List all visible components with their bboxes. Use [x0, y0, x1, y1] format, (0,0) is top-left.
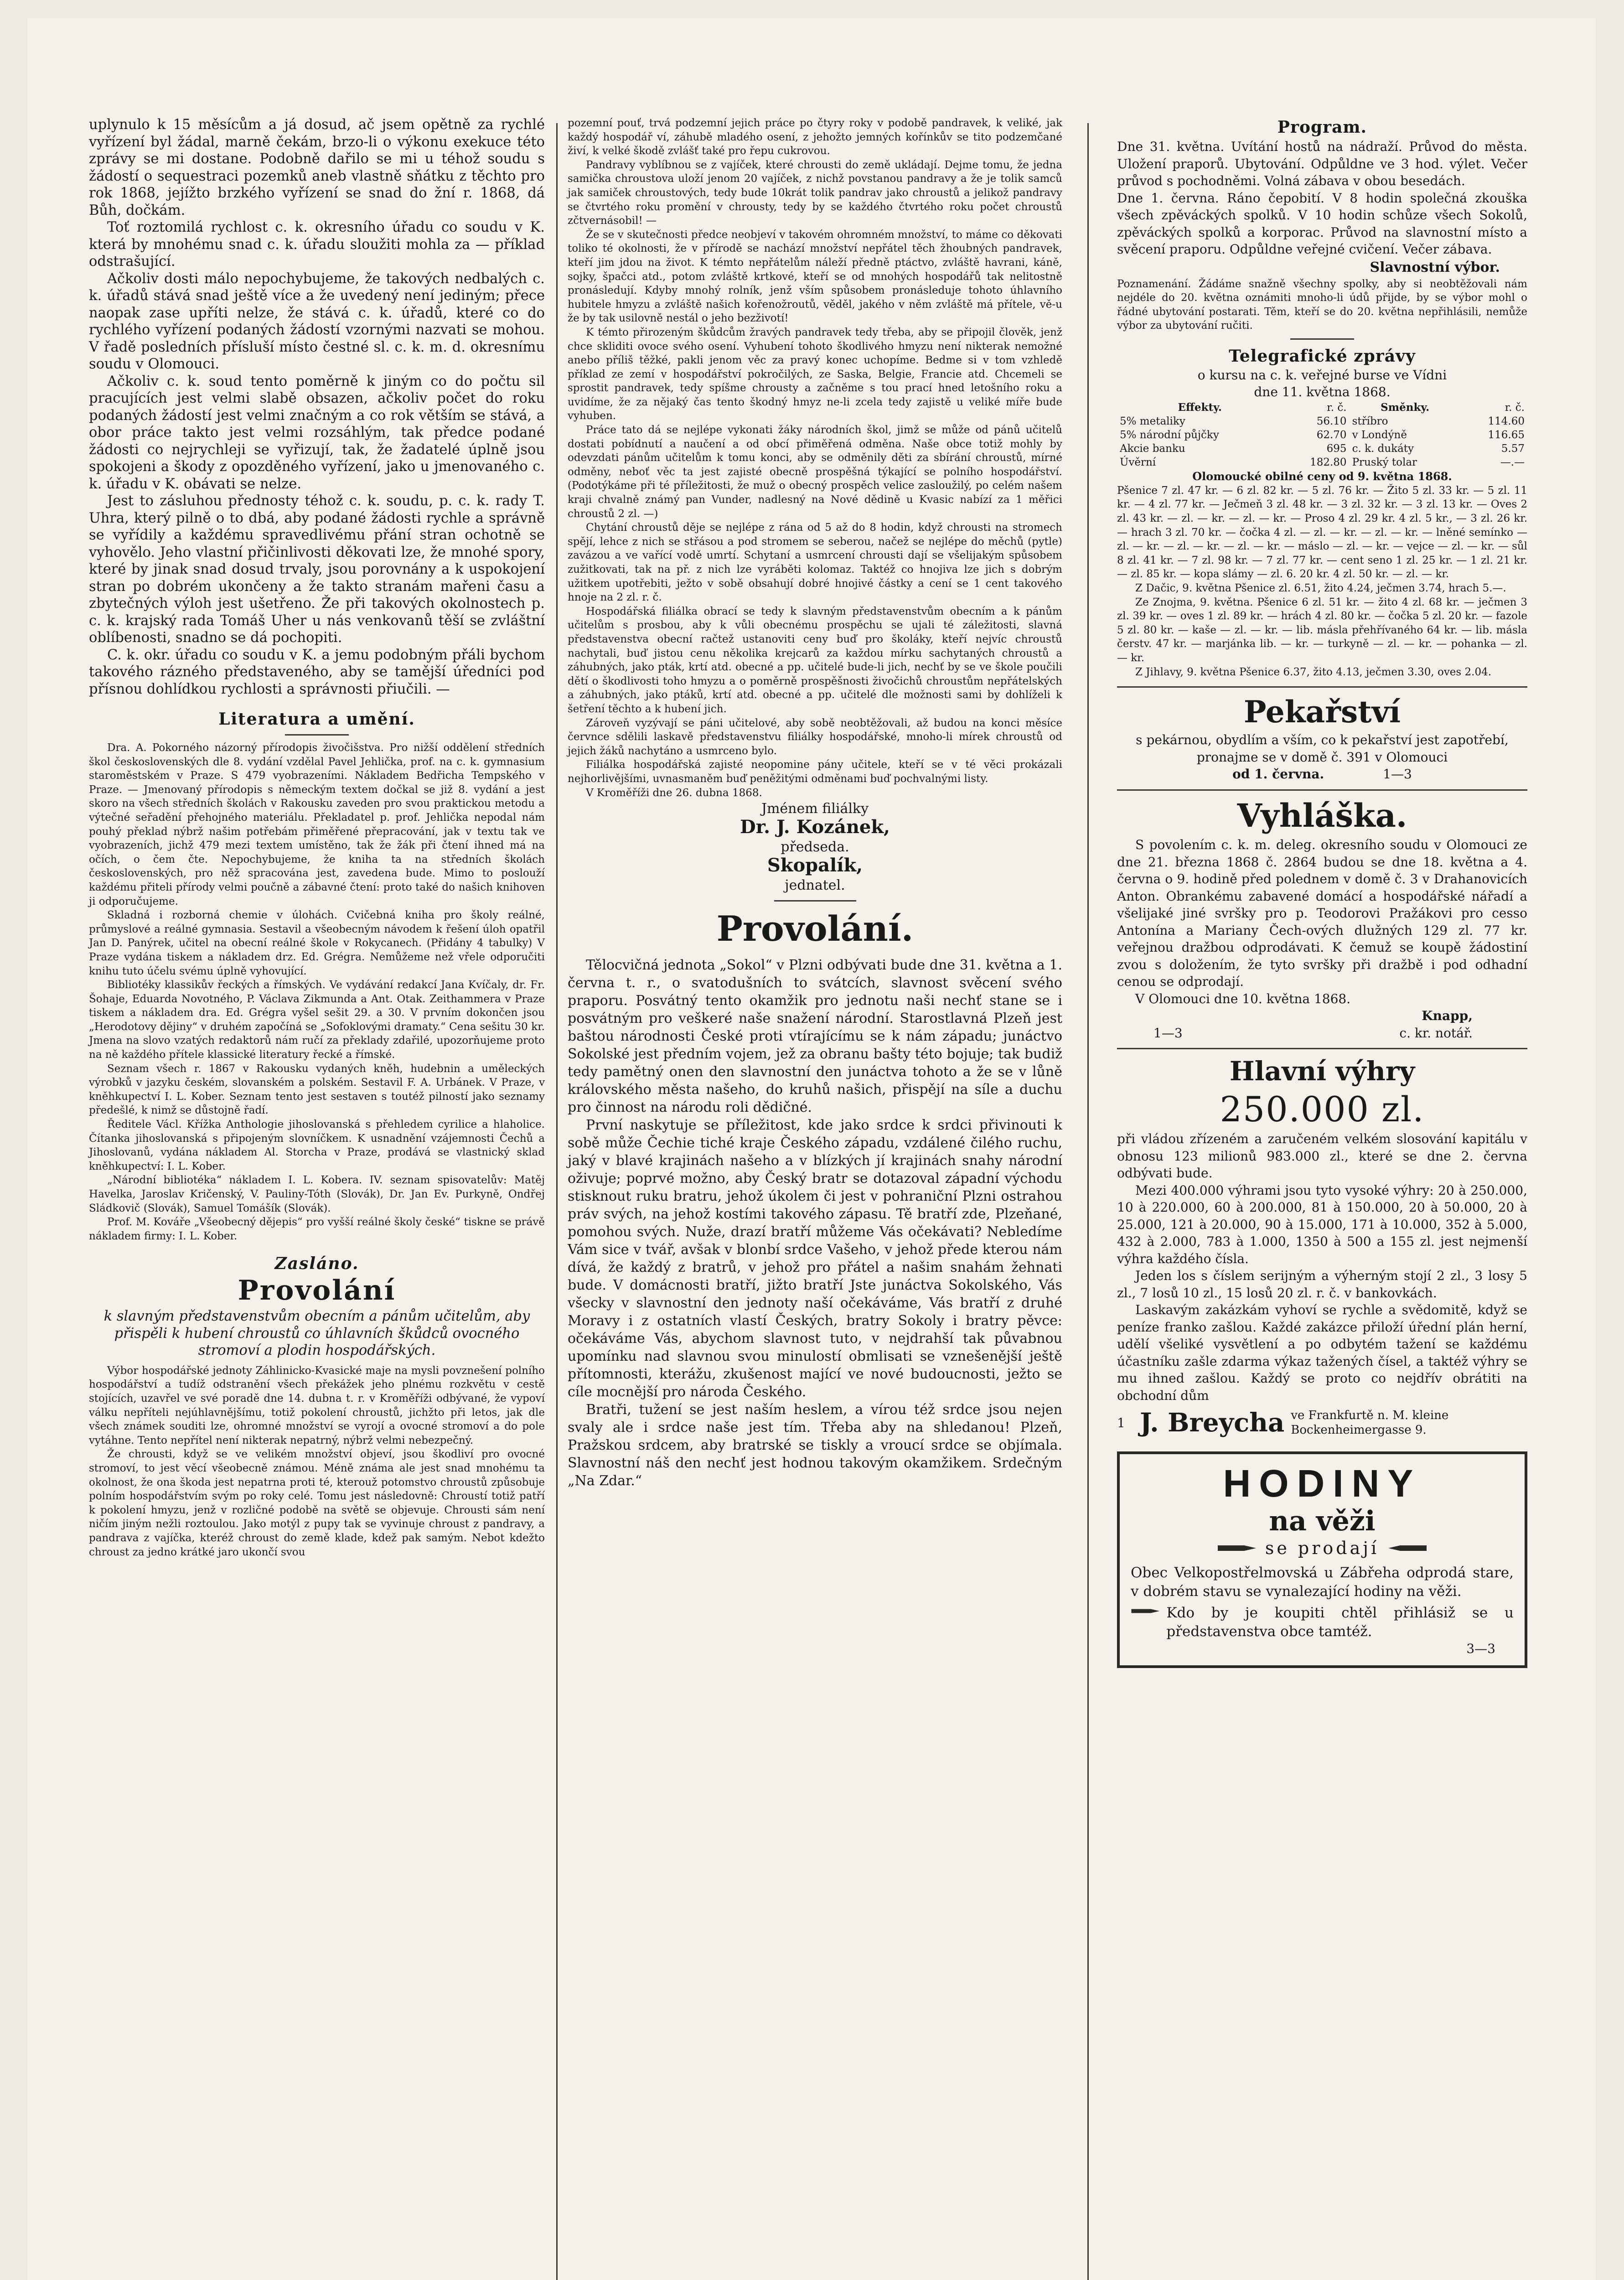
article-paragraph: Chytání chroustů děje se nejlépe z rána od 5 až do 8 hodin, když chrousti na stromech spějí, lehce z nich se střásou a pod stromem se seberou, načež se nejlépe do měchů (pytle) zavázou a ve vařící vodě umrtí. Schytaní a usmrcení chrousti dají se všelijakým spůsobem zužitkovati, tak na př. z nich lze vyráběti kolomaz. Taktéž co hnojiva lze jich s dobrým užitkem upotřebiti, ježto v sobě obsahují dobré hnojivé částky a cení se 1 cent takového hnoje na 2 zl. r. č. [568, 522, 1062, 604]
program-item: Dne 1. června. Ráno čepobití. V 8 hodin společná zkouška všech zpěváckých spolků. V 10 hodin schůze všech Sokolů, zpěváckých spolků a korporac. Průvod na slavnostní místo a svěcení praporu. Odpůldne veřejné cvičení. Večer zábava. [1117, 190, 1527, 257]
program-item: Dne 31. května. Uvítání hostů na nádraží. Průvod do města. Uložení praporů. Ubytování. Odpůldne ve 3 hod. výlet. Večer průvod s pochodněmi. Volná zábava v obou besedách. [1117, 139, 1527, 188]
article-paragraph: Pandravy vyblíbnou se z vajíček, které chrousti do země ukládají. Dejme tomu, že jedna samička chroustova uloží jenom 20 vajíček, z nichž povstanou pandravy a že je tolik samců jak samiček chroustových, tedy bude 10krát tolik pandrav jako chroustů a jelikož pandravy se čtvrtého roku promění v chrousty, tedy by se každého čtvrtého roku počet chroustů zčtvernásobil! — [568, 159, 1062, 227]
notice-title: Vyhláška. [1237, 797, 1407, 835]
divider [774, 900, 856, 902]
article-paragraph: Zároveň vyzývají se páni učitelové, aby sobě neobtěžovali, až budou na konci měsíce červnce sdělili laskavě představenstvu filiálky hospodářské, mnoho-li mírek chroustů od jejich žáků nachytáno a usmrceno bylo. [568, 717, 1062, 757]
grain-prices-text: Ze Znojma, 9. května. Pšenice 6 zl. 51 kr. — žito 4 zl. 68 kr. — ječmen 3 zl. 39 kr. — oves 1 zl. 89 kr. — hrách 4 zl. 80 kr. — čočka 5 zl. 20 kr. — fazole 5 zl. 80 kr. — kaše — zl. — kr. — lib. másla přehřívaného 64 kr. — lib. másla čerstv. 47 kr. — marjánka lib. — kr. — turkyně — zl. — kr. — pohanka — zl. — kr. [1117, 596, 1527, 664]
exchange-rates-table [1117, 401, 1527, 469]
review-paragraph: Skladná i rozborná chemie v úlohách. Cvičebná kniha pro školy reálné, průmyslové a reálné gymnasia. Sestavil a všeobecným návodem k řešení úloh opatřil Jan D. Panýrek, učitel na obecní reálné škole v Rokycanech. (Přidány 4 tabulky) V Praze vydána tiskem a nákladem drz. Ed. Grégra. Nemůžeme než vřele odporučiti knihu tuto účelu svému úplně vyhovující. [89, 909, 545, 977]
grain-prices-text: Z Dačic, 9. května Pšenice zl. 6.51, žito 4.24, ječmen 3.74, hrach 5.—. [1135, 582, 1506, 595]
review-paragraph: Prof. M. Kováře „Všeobecný dějepis“ pro vyšší reálné školy české“ tiskne se právě nákladem firmy: I. L. Kober. [89, 1216, 545, 1242]
note-paragraph: Poznamenání. Žádáme snažně všechny spolky, aby si neobtěžovali nám nejdéle do 20. května oznámiti mnoho-li údů přijde, by se výbor mohl o řádné ubytování postarati. Těm, kteří se do 20. května nepřihlásili, nemůže výbor za ubytování ručiti. [1117, 278, 1527, 332]
table-cell: Úvěrní [1120, 456, 1156, 468]
table-row [1117, 415, 1527, 428]
zaslano-heading: Zasláno. [274, 1254, 359, 1274]
lottery-text: Mezi 400.000 výhrami jsou tyto vysoké výhry: 20 à 250.000, 10 à 220.000, 60 à 200.000, 81 à 150.000, 20 à 50.000, 20 à 25.000, 121 à 20.000, 90 à 15.000, 171 à 10.000, 352 à 5.000, 432 à 2.000, 783 à 1.000, 1350 à 500 a 155 zl. jest nejmenší výhra každého čísla. [1117, 1182, 1527, 1266]
clock-ad-text: Obec Velkopostřelmovská u Zábřeha odprodá stare, v dobrém stavu se vynalezající hodiny na věži. [1131, 1565, 1514, 1600]
table-cell: v Londýně [1352, 429, 1407, 441]
article-paragraph: Práce tato dá se nejlépe vykonati žáky národních škol, jimž se může od pánů učitelů dostati pobídnutí a naučení a od obcí přiměřená odměna. Naše obce totiž mohly by odevzdati pánům učitelům k tomu konci, aby se odměnily děti za sbírání chroustů, mírné odměny, neboť věc ta jest zajisté obecně prospěšná týkající se polního hospodářství. (Podotýkáme při té příležitosti, že muž o obecný prospěch velice zasloužilý, po celém našem kraji chvalně známý pan Vunder, nadlesný na Nové dědině u Kvasic nabízí za 1 měřici chroustů 2 zl. —) [568, 424, 1062, 520]
provolani-subtitle: k slavným představenstvům obecním a pánům učitelům, aby přispěli k hubení chroustů co úhlavních škůdců ovocného stromoví a plodin hospodářských. [103, 1308, 530, 1359]
firm-address-line: ve Frankfurtě n. M. kleine [1291, 1409, 1449, 1423]
table-cell: 695 [1326, 442, 1347, 455]
signature-name: Dr. J. Kozánek, [740, 816, 890, 838]
column-rule [556, 123, 558, 2280]
clock-ad-text: Kdo by je koupiti chtěl přihlásiž se u představenstva obce tamtéž. [1166, 1605, 1514, 1640]
article-paragraph: Bratři, tužení se jest naším heslem, a vírou též srdce jsou nejen svaly ale i srdce naše jest tím. Třeba aby na shledanou! Plzeň, Pražskou srdcem, aby bratrské se tiskly a vroucí srdce se objímala. Slavnostní náš den nechť jest hodnou takovým okamžikem. Srdečným „Na Zdar.“ [568, 1402, 1062, 1489]
table-cell: 56.10 [1316, 415, 1347, 427]
telegraph-date: dne 11. května 1868. [1254, 384, 1391, 399]
lottery-firm [1117, 1408, 1527, 1438]
clock-sale-ad [1117, 1451, 1527, 1668]
article-paragraph: Že chrousti, když se ve velikém množství objeví, jsou škodliví pro ovocné stromoví, to jest věcí všeobecně známou. Méně známa ale jest snad mnohému ta okolnost, že ona škoda jest nepatrna proti té, kterouž potomstvo chroustů způsobuje polním hospodářstvím svým po roky celé. Tomu jest následovně: Chroustí totiž patří k pokolení hmyzu, jenž v rozličné podobě na světě se objevuje. Chrousti sám není ničím jiným nežli roztoulou. Jako motýl z pupy tak se vyvinuje chroust z pandravy, a pandrava z vajíčka, kteréž chroust do země klade, kdež pak samým. Nebot kdežto chroust za jedno krátké jaro ukončí svou [89, 1448, 545, 1558]
table-cell: Pruský tolar [1352, 456, 1417, 468]
sokol-provolani-title: Provolání. [716, 908, 914, 949]
column-middle [568, 116, 1062, 1490]
table-cell: Akcie banku [1120, 442, 1185, 455]
article-paragraph: První naskytuje se příležitost, kde jako srdce k srdci přivinouti k sobě může Čechie tiché kraje Českého západu, vzdálené čilého ruchu, jaký v blavé krajinách našeho a v blízkých jí krajinách snahy národní oživuje; poprvé možno, aby Český bratr se dotazoval západní východu stisknout ruku bratru, jehož úkolem či jest v pohraniční Plzni ostrahou práv svých, na jehož kostími takového zápasu. Tě bratří zde, Plzeňané, pomohou svých. Nuže, drazí bratří můžeme Vás očekávati? Nebledíme Vám sice v tvář, avšak v blonbí srdce Vašeho, v jehož přede kterou nám dívá, že každý z bratrů, v jehož pro přátel a našim snahám žehnati bude. V domácnosti bratří, jižto bratří Jste junáctva Sokolského, Vás všecky v slavnostní den jednoty naší očekáváme, Vás bratří z druhé Moravy i z ostatních vlastí Českých, bratry Sokoly i bratry pěvce: očekáváme Vás, abychom slavnost tuto, v nejdrahší tak půvabnou upomínku nad slavnou svou minulostí obmlisati se vznešenější ještě přítomnosti, kterážu, zkušenost mající ve nové budoucnosti, ježto se cíle mocnější pro národa Českého. [568, 1117, 1062, 1400]
ad-insertion-number: 3—3 [1466, 1641, 1495, 1657]
grain-prices-heading: Olomoucké obilné ceny od 9. května 1868. [1192, 469, 1452, 483]
review-paragraph: Seznam všech r. 1867 v Rakousku vydaných kněh, hudebnin a uměleckých výrobků v jazyku českém, slovanském a polském. Sestavil F. A. Urbánek. V Praze, v kněhkupectví I. L. Kober. Seznam tento jest sestaven s toutéž pilností jako seznamy předešlé, k nimž se důstojně řadí. [89, 1062, 545, 1117]
ad-insertion-number: 1—3 [1383, 767, 1412, 782]
lottery-text: při vládou zřízeném a zaručeném velkém slosování kapitálu v obnosu 123 milionů 983.000 zl., které se dne 2. června odbývati bude. [1117, 1131, 1527, 1181]
table-cell: 62.70 [1316, 429, 1347, 441]
clock-ad-subtitle: na věži [1269, 1505, 1376, 1538]
column-left [89, 116, 545, 1559]
pointing-hand-icon [1217, 1541, 1258, 1555]
table-cell: 114.60 [1488, 415, 1525, 427]
table-header-row [1117, 401, 1527, 415]
grain-prices-text: Pšenice 7 zl. 47 kr. — 6 zl. 82 kr. — 5 zl. 76 kr. — Žito 5 zl. 33 kr. — 5 zl. 11 kr. — 4 zl. 77 kr. — Ječmeň 3 zl. 48 kr. — 3 zl. 32 kr. — 3 zl. 13 kr. — Oves 2 zl. 43 kr. — zl. — kr. — zl. — kr. — Proso 4 zl. 29 kr. 4 zl. 5 kr., — 3 zl. 26 kr. — hrach 3 zl. 70 kr. — čočka 4 zl. — zl. — kr. — zl. — kr. — lněné semínko — zl. — kr. — zl. — kr. — zl. — kr. — máslo — zl. — kr. — vejce — zl. — kr. — sůl 8 zl. 41 kr. — 7 zl. 98 kr. — 7 zl. 77 kr. — cent seno 1 zl. 25 kr. — 1 zl. 21 kr. — zl. 85 kr. — kopa slámy — zl. 6. 20 kr. 4 zl. 50 kr. — zl. — kr. [1117, 484, 1527, 580]
signature-block [568, 800, 1062, 895]
table-cell: 5.57 [1501, 442, 1525, 455]
pointing-hand-icon [1131, 1604, 1161, 1618]
article-paragraph: C. k. okr. úřadu co soudu v K. a jemu podobným přáli bychom takového rázného představeného, aby se tamější úředníci pod přísnou dohlídkou rychlosti a správnosti přiučili. — [89, 647, 545, 697]
clock-ad-contact [1131, 1604, 1514, 1641]
pointing-hand-icon [1386, 1541, 1427, 1555]
table-row [1117, 428, 1527, 442]
bakery-ad-title: Pekařství [1243, 694, 1401, 730]
article-paragraph: Jest to zásluhou přednosty téhož c. k. soudu, p. c. k. rady T. Uhra, který pilně o to dbá, aby podané žádosti rychle a správně se vyřídily a každému spravedlivému přání stran ochotně se vyhovělo. Jeho vlastní přičinlivosti děkovati lze, že mnohé spory, které by jinak snad dosud trvaly, jsou porovnány a k uspokojení stran po dobrém ukončeny a že takto stranám mařeni času a zbytečných výloh jest ušetřeno. Že při takových okolnostech p. c. k. krajský rada Tomáš Uher u nás venkovanů těší se zvláštní oblíbenosti, snadno se dá pochopiti. [89, 493, 545, 646]
provolani-title: Provolání [238, 1275, 396, 1307]
committee-signature: Slavnostní výbor. [1370, 259, 1500, 275]
bakery-ad-footer [1117, 766, 1527, 783]
table-cell: 116.65 [1488, 429, 1525, 441]
column-header: r. č. [1505, 401, 1525, 414]
bakery-ad-text: s pekárnou, obydlím a vším, co k pekařství jest zapotřebí, pronajme se v domě č. 391 v Olomouci [1136, 732, 1509, 765]
clock-ad-title: HODINY [1223, 1462, 1422, 1505]
table-cell: c. k. dukáty [1352, 442, 1414, 455]
table-cell: 5% národní půjčky [1120, 429, 1219, 441]
signature-lead: Jménem filiálky [761, 801, 869, 817]
telegraph-heading: Telegrafické zprávy [1229, 346, 1416, 366]
review-paragraph: Ředitele Václ. Křížka Anthologie jihoslovanská s přehledem cyrilice a hlaholice. Čítanka jihoslovanská s připojeným slovníčkem. K usnadnění vzájemnosti Čechů a Jihoslovanů, vydána nákladem Al. Storcha v Praze, prodává se vlastnický sklad kněhkupectví: I. L. Kober. [89, 1119, 545, 1172]
lottery-text: Jeden los s číslem serijným a výherným stojí 2 zl., 3 losy 5 zl., 7 losů 10 zl., 15 losů 20 zl. r. č. v bankovkách. [1117, 1268, 1527, 1301]
notice-role: c. kr. notář. [1399, 1025, 1473, 1041]
article-paragraph: Že se v skutečnosti předce neobjeví v takovém ohromném množství, to máme co děkovati toliko té okolnosti, že v přírodě se nachází množství nepřátel těch žhoubných pandravek, kteří jim jdou na život. K témto nepřátelům náleží předně ptáctvo, zvláště havrani, káně, sojky, špačci atd., potom zvláště krtkové, kteří se od mnohých hospodářů tak nelitostně pronásledují. Kdyby mnohý rolník, jenž vším spůsobem pronásleduje tohoto úhlavního hubitele hmyzu a zvláště našich kořenožroutů, věděl, jakého v něm zvláště má přítele, vě-u že by tak usilovně nestál o jeho bezživotí! [568, 228, 1062, 325]
ad-insertion-number: 1—3 [1153, 1025, 1183, 1041]
bakery-ad-date: od 1. června. [1232, 767, 1324, 782]
lottery-amount: 250.000 zl. [1220, 1089, 1425, 1130]
column-header: r. č. [1327, 401, 1347, 414]
table-row [1117, 456, 1527, 469]
clock-ad-subtitle-text: se prodají [1265, 1538, 1380, 1559]
divider [1117, 1048, 1527, 1049]
table-cell: 182.80 [1310, 456, 1347, 468]
article-paragraph: Výbor hospodářské jednoty Záhlinicko-Kvasické maje na mysli povznešení polního hospodářství a tudíž odstranění všech překážek jeho plnému rozkvětu v cestě stojících, uzavřel ve své poradě dne 14. dubna t. r. v Kroměříži odbývané, že vypoví válku nepříteli nejúhlavnějšímu, totiž pokolení chroustů, jichžto při letos, jak dle všech známek souditi lze, ohromné množství se vyrojí a ovocné stromoví a do pole vytáhne. Tento nepřítel není nikterak nepatrný, nýbrž velmi nebezpečný. [89, 1364, 545, 1446]
divider [1117, 686, 1527, 688]
article-paragraph: Ačkoliv c. k. soud tento poměrně k jiným co do počtu sil pracujících jest velmi slabě obsazen, ačkoliv počet do roku podaných žádostí jest velmi značným a co rok větším se stává, a obor práce takto jest velmi rozsáhlým, tak předce podané žádosti co nejrychleji se vyřizují, tak, že žadatelé úplně jsou spokojeni a škody z opozděného vyřízení, jako u jmenovaného c. k. úřadu v K. obávati se nelze. [89, 373, 545, 492]
literature-heading: Literatura a umění. [218, 710, 415, 729]
telegraph-subheading: o kursu na c. k. veřejné burse ve Vídni [1197, 367, 1447, 383]
program-heading: Program. [1277, 118, 1367, 137]
column-header: Směnky. [1381, 401, 1430, 414]
signature-role: jednatel. [785, 877, 845, 894]
notice-footer [1117, 1025, 1527, 1042]
firm-address-line: Bockenheimergasse 9. [1291, 1423, 1427, 1437]
table-cell: 5% metaliky [1120, 415, 1185, 427]
divider [285, 734, 349, 736]
article-paragraph: uplynulo k 15 měsícům a já dosud, ač jsem opětně za rychlé vyřízení byl žádal, marně čekám, brzo-li o výkonu exekuce této zprávy se mi dostane. Podobně dařilo se mi u téhož soudu s žádostí o sequestraci pozemků aneb vlastně sňátku z těchto pro rok 1868, jejížto brzkého vyřízení se snad do žní r. 1868, dá Bůh, dočkám. [89, 117, 545, 218]
lottery-title: Hlavní výhry [1229, 1056, 1415, 1087]
newspaper-page [27, 18, 1596, 2280]
notice-signature: Knapp, [1422, 1008, 1473, 1024]
firm-address [1291, 1408, 1448, 1437]
review-paragraph: Bibliotéky klassikův řeckých a římských. Ve vydávání redakcí Jana Kvíčaly, dr. Fr. Šohaje, Eduarda Novotného, P. Václava Zikmunda a Ant. Otak. Zeithammera v Praze tiskem a nákladem dra. Ed. Grégra vyšel sešit 29. a 30. V prvním dokončen jsou „Herodotovy dějiny“ v druhém započíná se „Sofoklovými dramaty.“ Cena sešitu 30 kr. Jmena na slovo vzatých redaktorů nám ručí za překlady zdařilé, upozorňujeme proto na ně každého přítele klassické literatury řecké a římské. [89, 979, 545, 1061]
ad-insertion-number: 1 [1117, 1415, 1125, 1430]
table-cell: stříbro [1352, 415, 1388, 427]
column-rule [1087, 123, 1089, 2280]
table-cell: —.— [1500, 456, 1525, 468]
notice-date: V Olomouci dne 10. května 1868. [1135, 991, 1351, 1006]
column-header: Effekty. [1178, 401, 1222, 414]
notice-text: S povolením c. k. m. deleg. okresního soudu v Olomouci ze dne 21. března 1868 č. 2864 budou se dne 18. května a 4. června o 9. hodině před polednem v domě č. 3 v Drahanovicích Anton. Obrankému zabavené domácí a hospodářské nářadí a všelijaké jiné svršky pro p. Teodorovi Pražákovi pro cesso Antonína a Mariany Čech-ových dlužných 129 zl. 77 kr. veřejnou dražbou odprodávati. K čemuž se koupě žádostiní zvou s doložením, že tyto svršky při dražbě i pod odhadní cenou se odprodají. [1117, 837, 1527, 990]
article-paragraph: Hospodářská filiálka obrací se tedy k slavným představenstvům obecním a k pánům učitelům s prosbou, aby k vůli obecnému prospěchu se ujali té záležitosti, slavná představenstva obecní račtež ustanoviti ceny buď pro školáky, kteří nejvíc chroustů nachytali, buď jistou cenu několika krejcarů za každou mírku sachytaných chroustů a záhubných, jako pták, krtí atd. obecné a pp. učitelé bude-li jich, nechť by se ve škole poučili dětí o škodlivosti toho hmyzu a o poměrně prospěšnosti živočichů chroustům nepřátelských a záhubných, jako ptáků, krtí atd. obecné a pp. učitelé dle možnosti sami by dohlíželi k šetření těchto a k hubení jich. [568, 605, 1062, 715]
article-paragraph: Tělocvičná jednota „Sokol“ v Plzni odbývati bude dne 31. května a 1. června t. r., o svatodušních to svátcích, slavnost svěcení svého praporu. Posvátný tento okamžik pro jednotu naši nechť stane se i posvátným pro veškeré naše snažení národní. Starostlavná Plzeň jest baštou národnosti České proti vtírajícímu se k nám západu; junáctvo Sokolské jest předním vojem, jež za obranu bašty této bojuje; tak budiž tedy pamětný onen den slavnostní den junáctva tohoto a že se v lůně královského města našeho, do kruhů našich, přispějí na síle a duchu pro činnost na národu roli dědičné. [568, 957, 1062, 1116]
article-paragraph: Filiálka hospodářská zajisté neopomine pány učitele, kteří se v té věci prokázali nejhorlivějšími, uvnasmaněm buď peněžitými odměnami buď pochvalnými listy. [568, 759, 1062, 785]
signature-name: Skopalík, [767, 855, 863, 876]
dateline: V Kroměříži dne 26. dubna 1868. [586, 787, 762, 799]
article-paragraph: Toť roztomilá rychlost c. k. okresního úřadu co soudu v K. která by mnohému snad c. k. úřadu sloužiti mohla za — příklad odstrašující. [89, 219, 545, 269]
review-paragraph: Dra. A. Pokorného názorný přírodopis živočišstva. Pro nižší oddělení středních škol československých dle 8. vydání vzdělal Pavel Jehlička, prof. na c. k. gymnasium staroměstském v Praze. S 479 vyobrazeními. Nákladem Bedřicha Tempského v Praze. — Jmenovaný přírodopis s německým textem dočkal se již 8. vydání a jest skoro na všech středních školách v Rakousku zaveden pro svou praktickou metodu a výtečné seřadění přehojného materiálu. Překladatel p. prof. Jehlička nepodal nám pouhý překlad nýbrž našim potřebám přiměřené přepracování, jak v textu tak ve vyobrazeních, jichž 479 mezi textem umístěno, tak že žák při čtení ihned má na očích, o čem čte. Nepochybujeme, že kniha ta na středních školách československých, pro něž spracována jest, zavedena bude. Mimo to poslouží každému přiteli přírody velmi poučně a zábavné čtení: proto také do našich knihoven ji odporučujeme. [89, 742, 545, 907]
review-paragraph: „Národní bibliotéka“ nákladem I. L. Kobera. IV. seznam spisovatelův: Matěj Havelka, Jaroslav Kričenský, V. Pauliny-Tóth (Slovák), Dr. Jan Ev. Purkyně, Ondřej Sládkovič (Slovák), Samuel Tomášík (Slovák). [89, 1174, 545, 1214]
firm-name: J. Breycha [1140, 1408, 1285, 1438]
grain-prices-text: Z Jihlavy, 9. května Pšenice 6.37, žito 4.13, ječmen 3.30, oves 2.04. [1135, 666, 1492, 678]
table-row [1117, 442, 1527, 456]
article-paragraph: Ačkoliv dosti málo nepochybujeme, že takových nedbalých c. k. úřadů stává snad ještě více a že uvedený není jediným; přece naopak zase upříti nelze, že stává c. k. úřadů, které co do rychlého vyřízení podaných žádostí vzornými nazvati se mohou. V řadě posledních přísluší místo čestné sl. c. k. m. d. okresnímu soudu v Olomouci. [89, 270, 545, 372]
article-paragraph: pozemní pouť, trvá podzemní jejich práce po čtyry roky v podobě pandravek, k veliké, jak každý hospodář ví, záhubě mladého osení, z jehožto jemných kořínkův se tito podzemčané živí, k velké škodě zvlášť také pro řepu cukrovou. [568, 117, 1062, 157]
divider [1117, 789, 1527, 791]
article-paragraph: K témto přirozeným škůdcům žravých pandravek tedy třeba, aby se připojil člověk, jenž chce skliditi ovoce svého osení. Vyhubení tohoto škodlivého hmyzu není nikterak nemožné anebo příliš těžké, pakli jenom věc za pravý konec uchopíme. Bedme si v tom vzhledě příklad ze zemí v hospodářství pokročilých, ze Saska, Belgie, Francie atd. Chcemeli se sprostit pandravek, tedy spíšme chrousty a začněme s tou prací hned letošního roku a uvidíme, že za nějaký čas tento škodný hmyz ne-li zcela tedy zajistě u veliké míře bude vyhuben. [568, 326, 1062, 422]
divider [1290, 338, 1354, 340]
column-right [1117, 116, 1527, 1668]
signature-role: předseda. [781, 839, 849, 855]
clock-ad-subtitle-row [1131, 1537, 1514, 1559]
lottery-text: Laskavým zakázkám vyhoví se rychle a svědomitě, když se peníze franko zašlou. Každé zakázce přiloží úřední plán herní, udělí všeliké vysvětlení a po odbytém tažení se každému účastníku zašle zdarma výkaz tažených čísel, a taktéž výhry se mu ihned zašlou. Každý se proto co nejdřív obrátiti na obchodní dům [1117, 1302, 1527, 1403]
